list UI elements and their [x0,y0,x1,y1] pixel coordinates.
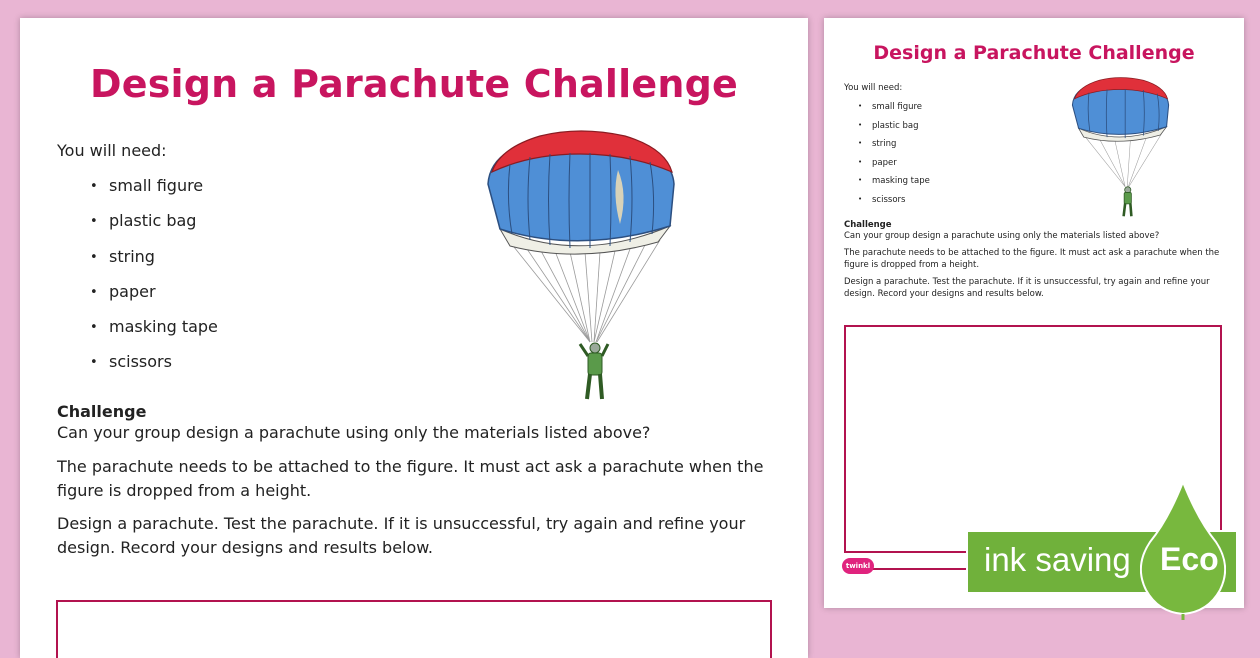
list-item: • plastic bag [858,120,930,139]
ink-saving-label: ink saving [984,541,1131,578]
list-item: • string [90,246,218,281]
list-item: • plastic bag [90,210,218,245]
list-item: • paper [90,281,218,316]
preview-challenge-paragraph: The parachute needs to be attached to the figure. It must act ask a parachute when the figure is dropped from a height. [844,248,1220,270]
preview-title: Design a Parachute Challenge [873,42,1195,64]
results-box [56,600,772,658]
challenge-section [57,402,777,569]
preview-challenge-heading: Challenge [844,220,892,230]
preview-materials-list [858,101,930,213]
parachutist [580,343,608,399]
twinkl-logo: twinkl [842,558,874,574]
worksheet-title: Design a Parachute Challenge [89,62,738,106]
list-item: • masking tape [90,316,218,351]
list-item: • paper [858,157,930,176]
challenge-paragraph: Design a parachute. Test the parachute. If it is unsuccessful, try again and refine your design. Record your designs and results below. [57,514,746,557]
challenge-question: Can your group design a parachute using only the materials listed above? [57,423,651,442]
challenge-heading: Challenge [57,402,147,421]
preview-challenge-paragraph: Design a parachute. Test the parachute. If it is unsuccessful, try again and refine your design. Record your designs and results below. [844,277,1210,299]
list-item: • scissors [90,351,218,386]
eco-label: Eco [1160,541,1219,577]
parachute-illustration [480,124,680,414]
preview-challenge-section [844,220,1229,305]
preview-parachute-illustration [1068,74,1172,224]
worksheet-main [20,18,808,658]
list-item: • small figure [90,175,218,210]
list-item: • string [858,138,930,157]
preview-challenge-question: Can your group design a parachute using only the materials listed above? [844,231,1160,241]
challenge-paragraph: The parachute needs to be attached to the figure. It must act ask a parachute when the figure is dropped from a height. [57,457,764,500]
list-item: • scissors [858,194,930,213]
materials-list [90,175,218,387]
preview-materials-label: You will need: [844,83,903,93]
list-item: • masking tape [858,175,930,194]
materials-label: You will need: [57,141,167,160]
list-item: • small figure [858,101,930,120]
